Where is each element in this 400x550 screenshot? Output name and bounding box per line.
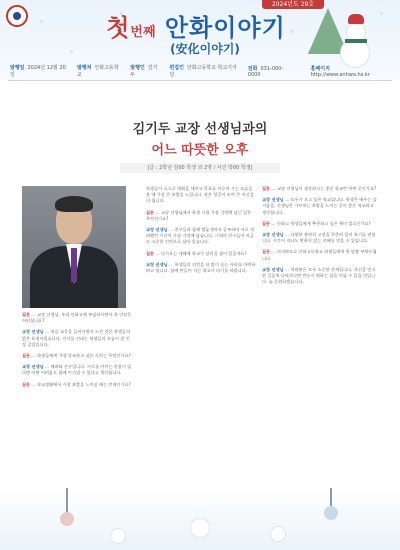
info-phone: 전화 031-000-0000	[247, 65, 284, 78]
snowball-icon	[190, 518, 210, 538]
ornament-string	[66, 488, 68, 514]
interview-paragraph: 질문 … 교장 선생님, 우리 안화고에 부임하시면서 첫 인상은 어떠셨나요?	[22, 312, 132, 324]
footer-decoration	[0, 488, 400, 550]
snow-decoration	[40, 20, 43, 23]
info-editor: 편집인 안화고등학교 학교기자단	[169, 65, 237, 78]
article-title	[0, 118, 400, 158]
interview-paragraph: 교장 선생님 … 친구들과 함께 밤늦게까지 공부하며 서로 격려했던 시간이 가장 기억에 남습니다. 그때의 친구들이 지금도 소중한 인연으로 남아 있습니다.	[146, 227, 255, 245]
article-column-3	[262, 186, 378, 290]
photo-tie	[71, 248, 77, 282]
interview-paragraph: 질문 … 학생들에게 가장 강조하고 싶은 가치는 무엇인가요?	[22, 353, 131, 359]
snowball-icon	[270, 526, 286, 542]
interview-paragraph: 교장 선생님 … 모두가 오고 싶은 학교입니다. 학생은 배우는 즐거움을, 선생님은 가르치는 보람을 느끼는 곳이 좋은 학교라고 생각합니다.	[262, 197, 377, 215]
interview-paragraph: 교장 선생님 … 학생들의 의견을 더 많이 듣는 자리를 마련하려고 합니다. 함께 만들어 가는 학교가 되기를 바랍니다.	[146, 261, 256, 274]
ornament-string	[330, 488, 332, 508]
interview-paragraph: 학생들이 스스로 계획을 세우고 목표를 이루어 가는 모습을 볼 때 가장 큰 보람을 느낍니다. 작은 성공이 모여 큰 자신감이 됩니다.	[146, 186, 254, 204]
title-first: 첫	[106, 14, 131, 42]
title-ordinal: 번째	[130, 25, 156, 40]
snowball-icon	[110, 528, 126, 544]
interview-paragraph: 질문 … 다가오는 새해에 학교가 달라질 점이 있을까요?	[146, 250, 247, 256]
interview-paragraph: 질문 … 교장 선생님이 생각하시는 좋은 학교란 어떤 곳인가요?	[262, 186, 377, 191]
snow-decoration	[70, 50, 73, 53]
school-emblem-icon	[6, 5, 28, 27]
header-divider	[8, 80, 392, 81]
interview-paragraph: 질문 … 학교생활에서 가장 보람을 느끼실 때는 언제인가요?	[22, 381, 131, 387]
snowman-scarf	[345, 39, 367, 43]
principal-photo	[22, 186, 126, 308]
edition-badge: 2024년도 29호	[262, 0, 324, 9]
article-column-2	[146, 186, 256, 279]
info-issue-date: 발행일 2024년 12월 20일	[10, 65, 66, 78]
photo-hair	[55, 196, 93, 212]
interview-paragraph: 교장 선생님 … 처음 교문을 들어서면서 느낀 것은 학생들의 밝은 표정이었습니다. 인사를 건네는 학생들의 모습이 참 인상 깊었습니다.	[22, 329, 131, 347]
ornament-ball-icon	[60, 512, 74, 526]
info-homepage[interactable]: 홈페이지http://www.anhwa.hs.kr	[310, 65, 370, 78]
info-issuer: 발행인 김기두	[130, 65, 158, 78]
snow-decoration	[380, 12, 383, 15]
article-title-line2: 어느 따뜻한 오후	[151, 143, 249, 158]
title-rest: 안화이야기	[155, 14, 286, 42]
interview-paragraph: 질문 … 교장 선생님께서 학생 시절 가장 기억에 남는 일은 무엇인가요?	[146, 209, 252, 221]
interview-paragraph: 교장 선생님 … 다양한 분야의 고전을 꾸준히 읽어 보기를 권합니다. 시간이 지나도 변하지 않는 지혜를 얻을 수 있습니다.	[262, 232, 376, 244]
info-publisher: 발행처 안화고등학교	[77, 65, 119, 78]
article-title-line1: 김기두 교장 선생님과의	[132, 122, 268, 137]
interview-paragraph: 질문 … 마지막으로 안화고등학교 학생들에게 한 말씀 부탁드립니다.	[262, 249, 377, 261]
interview-paragraph: 교장 선생님 … 배려와 존중입니다. 서로를 아끼는 마음이 있다면 어떤 어려움도 함께 이겨낼 수 있다고 생각합니다.	[22, 364, 132, 376]
publication-info-bar	[0, 64, 400, 78]
interview-paragraph: 질문 … 안화고 학생들에게 추천하고 싶은 책이 있으신가요?	[262, 220, 371, 226]
newsletter-subtitle: (安化이야기)	[170, 42, 240, 56]
snowman-hat	[348, 14, 364, 24]
article-byline: [글 : 2학년 김00 학생 외 2명 / 사진 박00 학생]	[120, 163, 280, 173]
article-column-1	[22, 312, 132, 393]
ornament-ball-icon	[324, 506, 338, 520]
interview-paragraph: 교장 선생님 … 여러분은 모두 소중한 존재입니다. 자신을 믿고 한 걸음씩 나아간다면 반드시 원하는 꿈을 이룰 수 있을 것입니다. 늘 응원하겠습니다.	[262, 266, 376, 285]
newsletter-title	[86, 8, 306, 43]
